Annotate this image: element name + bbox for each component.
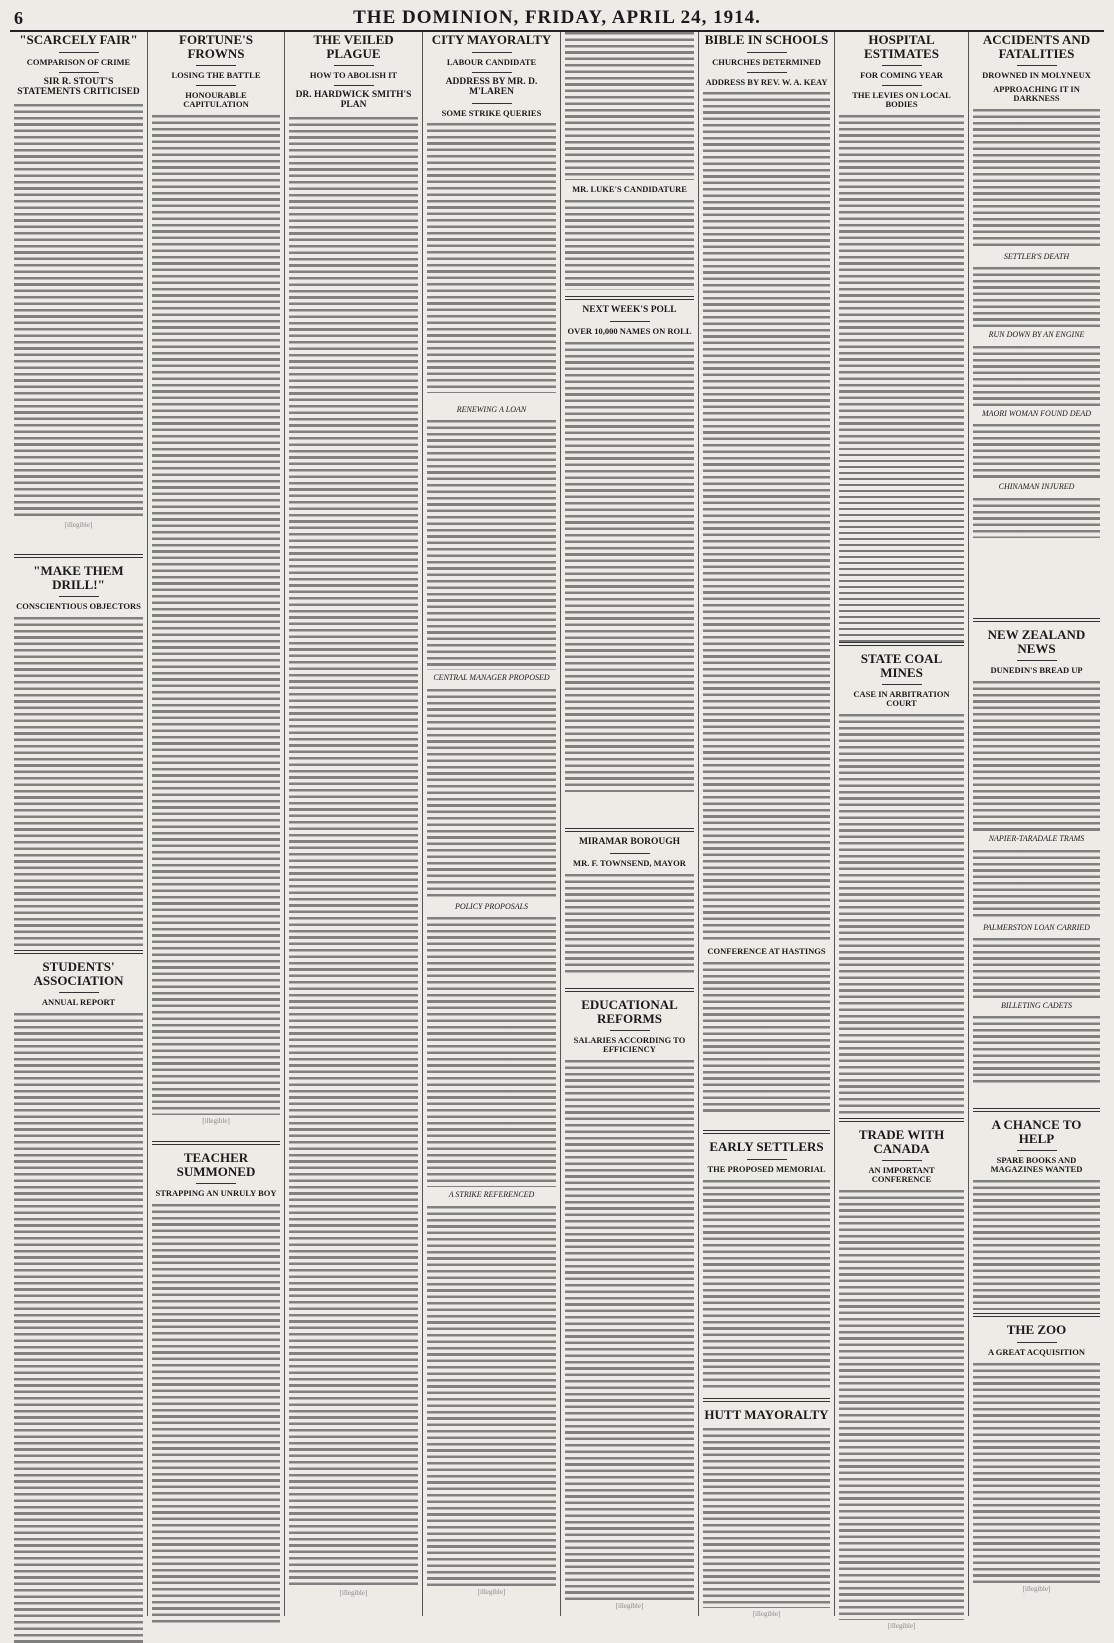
article [565,982,694,1610]
article-subheading: CONFERENCE AT HASTINGS [707,946,826,957]
divider [196,65,236,66]
divider [610,1030,650,1031]
article-heading: "MAKE THEM DRILL!" [33,563,124,592]
article-subheading: MAORI WOMAN FOUND DEAD [981,408,1092,418]
divider [196,85,236,86]
divider [1017,65,1057,66]
article [973,1102,1100,1310]
article-heading: STUDENTS' ASSOCIATION [33,959,124,988]
article [839,1112,964,1630]
article [703,1124,830,1390]
article-body [152,1204,280,1624]
divider [882,85,922,86]
article [289,32,418,1597]
article-body [289,117,418,1587]
article-subheading: NEXT WEEK'S POLL [582,304,677,315]
article [703,1392,830,1618]
column-8 [968,32,1104,1616]
article-subheading: COMPARISON OF CRIME [26,56,131,67]
article-subheading: STRAPPING AN UNRULY BOY [155,1188,277,1199]
column-5 [560,32,698,1616]
article-subheading: APPROACHING IT IN DARKNESS [993,84,1080,104]
illegible-note: [illegible] [1022,1584,1051,1593]
article-subheading: A STRIKE REFERENCED [448,1190,535,1200]
divider [334,85,374,86]
article-heading: HOSPITAL ESTIMATES [864,32,939,61]
article [565,32,694,792]
article [427,32,556,393]
article-subheading: DUNEDIN'S BREAD UP [990,665,1083,676]
article-subheading: CONSCIENTIOUS OBJECTORS [16,601,141,612]
article-subheading: NAPIER-TARADALE TRAMS [988,834,1085,844]
divider [973,1313,1100,1317]
divider [59,72,99,73]
illegible-note: [illegible] [615,1602,644,1611]
article-heading: THE ZOO [1006,1322,1067,1337]
article-heading: FORTUNE'S FROWNS [179,32,253,61]
divider [334,65,374,66]
article-heading: EARLY SETTLERS [709,1139,824,1154]
article-body [14,104,143,519]
divider [610,321,650,322]
article-heading: MIRAMAR BOROUGH [578,837,681,847]
article-body [14,617,143,947]
article-heading: CITY MAYORALTY [431,32,552,47]
article-subheading: HOW TO ABOLISH IT [309,70,398,81]
article-body [973,498,1100,538]
article-subheading: CENTRAL MANAGER PROPOSED [433,673,550,683]
article-body [703,1180,830,1390]
article [427,402,556,1596]
article-body [427,123,556,393]
article [152,32,280,1125]
divider [882,65,922,66]
divider [472,72,512,73]
article-body [973,850,1100,920]
article-heading: EDUCATIONAL REFORMS [581,997,678,1026]
divider [882,1160,922,1161]
article-heading: ACCIDENTS AND FATALITIES [982,32,1091,61]
article-heading: STATE COAL MINES [860,651,943,680]
article-subheading: CASE IN ARBITRATION COURT [853,689,950,709]
column-2 [147,32,284,1616]
column-7 [834,32,968,1631]
divider [703,1130,830,1134]
article [14,944,143,1643]
article-body [427,420,556,670]
article-subheading: THE PROPOSED MEMORIAL [707,1163,826,1174]
column-1 [10,32,147,1616]
divider [747,72,787,73]
article [973,612,1100,1086]
article-body [565,200,694,290]
article-heading: THE VEILED PLAGUE [313,32,394,61]
divider [973,618,1100,622]
article-body [703,92,830,942]
divider [472,103,512,104]
divider [565,296,694,300]
divider [152,1141,280,1145]
article-body [973,267,1100,327]
divider [839,1118,964,1122]
article-body [703,1428,830,1608]
divider [59,596,99,597]
article-subheading: RUN DOWN BY AN ENGINE [988,330,1085,340]
article-body [839,1190,964,1620]
divider [839,642,964,646]
article-subheading: THE LEVIES ON LOCAL BODIES [852,90,951,110]
article-body [973,1016,1100,1086]
article-heading: TRADE WITH CANADA [858,1127,945,1156]
article-body [14,1013,143,1643]
article-subheading: DR. HARDWICK SMITH'S PLAN [295,90,412,111]
article-subheading: AN IMPORTANT CONFERENCE [868,1165,935,1185]
article-subheading: ADDRESS BY MR. D. M'LAREN [445,76,538,97]
masthead [10,6,1104,32]
divider [1017,660,1057,661]
divider [1017,1150,1057,1151]
article-body [973,109,1100,249]
article-subheading: LOSING THE BATTLE [171,70,261,81]
article [565,822,694,974]
divider [59,52,99,53]
article-body [565,874,694,974]
masthead-title: THE DOMINION, FRIDAY, APRIL 24, 1914. [353,7,761,28]
divider [565,828,694,832]
article-subheading: HONOURABLE CAPITULATION [183,90,249,110]
illegible-note: [illegible] [339,1589,368,1598]
page-number: 6 [14,8,23,28]
column-3 [284,32,422,1616]
article-subheading: OVER 10,000 NAMES ON ROLL [567,325,692,336]
article-body [565,342,694,792]
article-subheading: SOME STRIKE QUERIES [441,107,542,118]
article-body [839,714,964,1114]
illegible-note: [illegible] [477,1587,506,1596]
column-6 [698,32,834,1616]
article-subheading: CHINAMAN INJURED [998,482,1075,492]
article [839,32,964,644]
article [14,32,143,529]
article-body [973,1180,1100,1310]
article-heading: NEW ZEALAND NEWS [987,627,1086,656]
divider [610,853,650,854]
article [152,1135,280,1624]
article-body [152,115,280,1115]
divider [973,1108,1100,1112]
illegible-note: [illegible] [202,1117,230,1126]
article-body [427,1206,556,1586]
article-body [703,962,830,1112]
article-subheading: RENEWING A LOAN [456,405,527,414]
article-body [839,115,964,450]
article-subheading: LABOUR CANDIDATE [446,56,537,67]
article-body [565,32,694,180]
article-subheading: PALMERSTON LOAN CARRIED [983,922,1090,932]
divider [59,992,99,993]
article [973,1307,1100,1593]
column-grid [10,32,1104,1631]
illegible-note: [illegible] [887,1622,916,1631]
article [839,636,964,1114]
article [703,32,830,1112]
article-heading: A CHANCE TO HELP [991,1117,1082,1146]
divider [565,988,694,992]
article-subheading: SALARIES ACCORDING TO EFFICIENCY [573,1035,686,1055]
article-heading: TEACHER SUMMONED [176,1150,256,1179]
divider [747,1159,787,1160]
article-body [565,1060,694,1600]
estimates-table [839,454,964,644]
divider [14,554,143,558]
divider [882,684,922,685]
article-subheading: MR. LUKE'S CANDIDATURE [572,184,687,194]
divider [1017,1342,1057,1343]
divider [196,1183,236,1184]
article-subheading: POLICY PROPOSALS [454,901,529,911]
article-subheading: DROWNED IN MOLYNEUX [982,70,1091,81]
article [14,548,143,947]
article-body [973,681,1100,831]
article-subheading: BILLETING CADETS [1001,1000,1072,1010]
article [973,32,1100,538]
divider [747,52,787,53]
article-heading: BIBLE IN SCHOOLS [704,32,829,47]
article-subheading: ADDRESS BY REV. W. A. KEAY [705,76,828,87]
article-body [427,917,556,1187]
divider [472,52,512,53]
column-4 [422,32,560,1616]
article-subheading: SPARE BOOKS AND MAGAZINES WANTED [990,1155,1083,1175]
article-body [973,1363,1100,1583]
article-subheading: FOR COMING YEAR [860,70,943,81]
article-heading: "SCARCELY FAIR" [19,32,138,47]
article-subheading: A GREAT ACQUISITION [988,1346,1085,1357]
illegible-note: [illegible] [752,1609,781,1618]
article-subheading: SIR R. STOUT'S STATEMENTS CRITICISED [17,76,140,97]
article-heading: HUTT MAYORALTY [704,1407,829,1422]
article-body [973,424,1100,479]
article-body [973,938,1100,998]
article-body [973,346,1100,406]
divider [14,950,143,954]
article-subheading: CHURCHES DETERMINED [712,56,821,67]
article-subheading: MR. F. TOWNSEND, MAYOR [573,857,686,868]
illegible-note: [illegible] [64,520,93,529]
divider [703,1398,830,1402]
article-subheading: ANNUAL REPORT [41,997,116,1008]
article-subheading: SETTLER'S DEATH [1003,252,1070,262]
article-body [427,689,556,899]
